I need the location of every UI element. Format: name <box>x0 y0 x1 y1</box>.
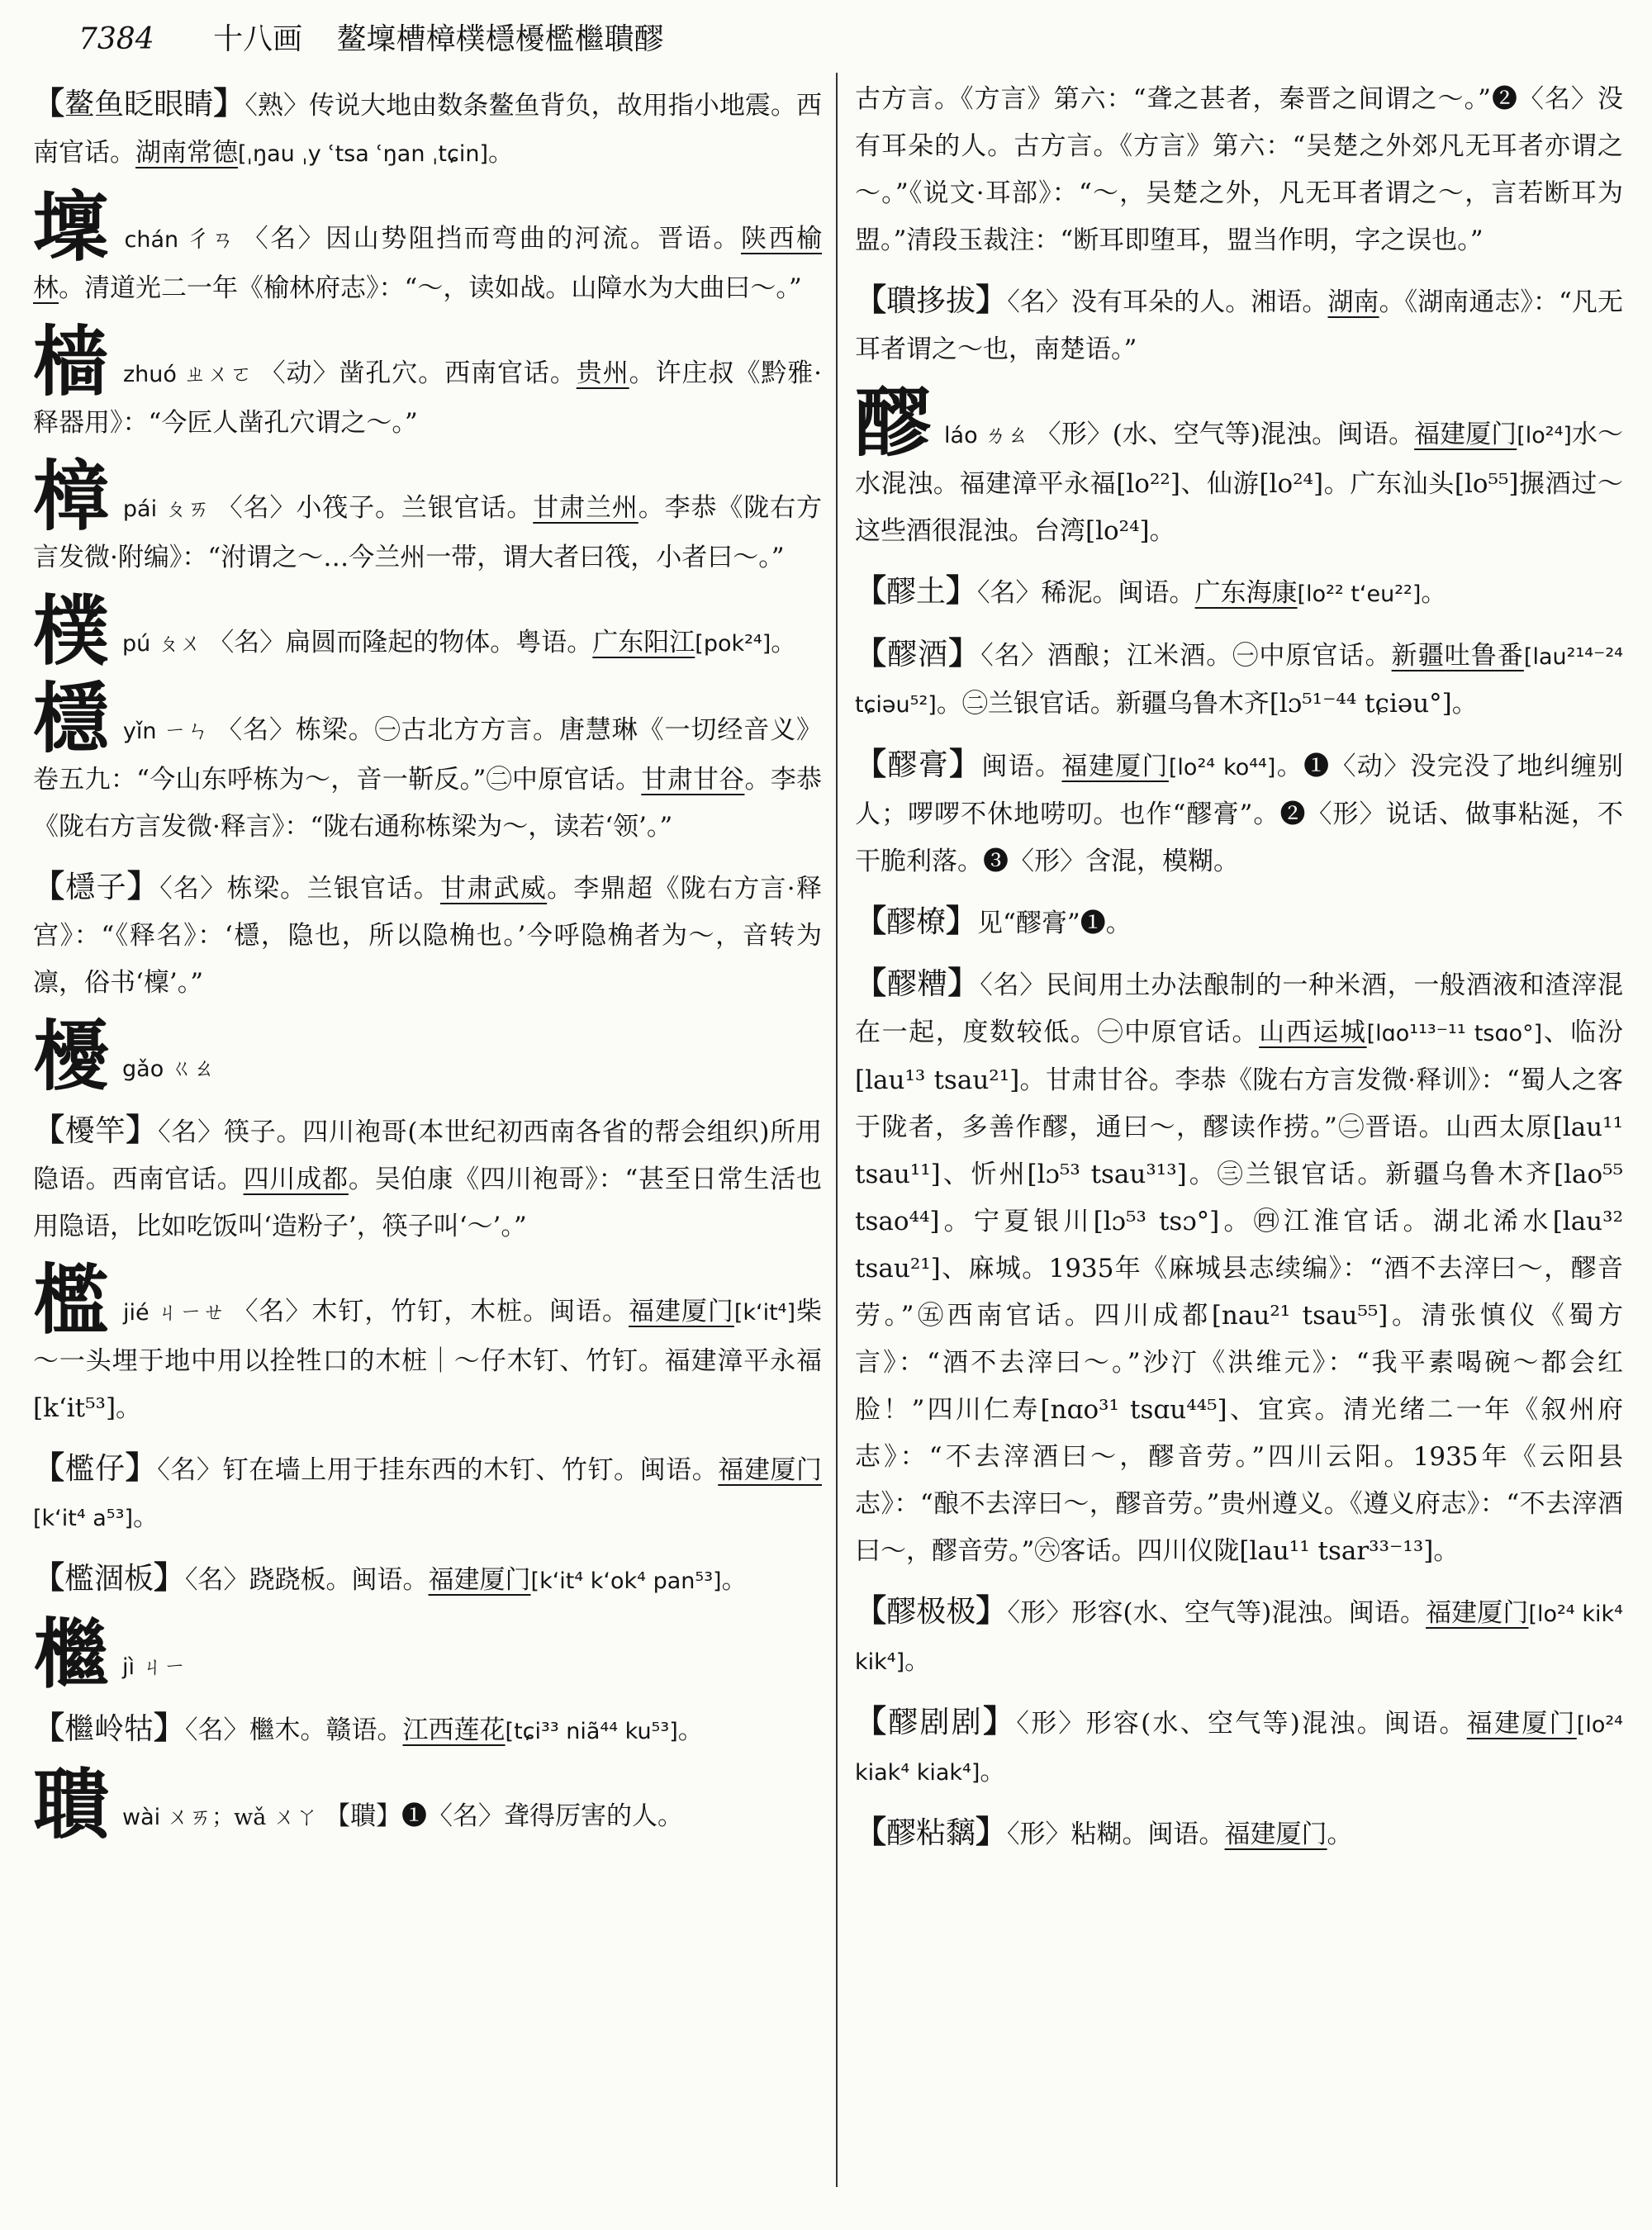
bracket-close: 】 <box>947 964 980 1001</box>
bracket-close: 】 <box>125 1449 158 1486</box>
zhuyin: ㄌㄠ <box>984 423 1029 448</box>
subentry <box>33 79 822 178</box>
bracket-close: 】 <box>154 1709 186 1746</box>
definition-text: 。 <box>771 628 797 657</box>
definition-text: 柴～一头埋于地中用以拴牲口的木桩｜～仔木钉、竹钉。福建漳平永福[k‘it⁵³]。 <box>33 1297 823 1423</box>
definition-text: 。 <box>1421 578 1447 608</box>
bracket-open: 【 <box>855 634 888 671</box>
definition-text: 〈名〉民间用土办法酿制的一种米酒，一般酒液和渣滓混在一起，度数较低。㊀中原官话。 <box>855 970 1623 1047</box>
location-name: 福建厦门 <box>628 1297 734 1326</box>
headword-character: 櫌 <box>33 1012 110 1101</box>
headword: 櫌竿 <box>64 1114 126 1148</box>
subentry <box>33 862 822 1007</box>
zhuyin: ㄐㄧㄝ <box>155 1300 226 1326</box>
pinyin: chán <box>124 227 179 253</box>
location-name: 福建厦门 <box>718 1455 822 1485</box>
pinyin: pái <box>122 496 158 522</box>
headword: 醪剧剧 <box>888 1706 984 1739</box>
definition-text: 〈名〉木钉，竹钉，木桩。闽语。 <box>232 1297 629 1326</box>
location-name: 福建厦门 <box>1414 420 1517 449</box>
char-entry <box>33 452 823 581</box>
definition-text: 〈熟〉传说大地由数条鳌鱼背负，故用指小地震。西南官话。 <box>33 91 822 168</box>
char-entry <box>33 586 822 676</box>
definition-text: 〈名〉跷跷板。闽语。 <box>185 1565 429 1595</box>
definition-text: 〈形〉形容(水、空气等)混浊。闽语。 <box>1016 1709 1467 1739</box>
headword: 檻涸板 <box>64 1562 154 1596</box>
location-name: 甘肃甘谷 <box>641 765 745 795</box>
bracket-close: 】 <box>126 1111 159 1148</box>
location-name: 新疆吐鲁番 <box>1391 641 1524 671</box>
definition-text: 。 <box>980 1757 1006 1786</box>
headword: 醪土 <box>886 575 947 609</box>
bracket-open: 【 <box>33 1111 65 1148</box>
definition-text: 。李恭《陇右方言发微·释言》：“陇右通称栋梁为～，读若‘领’。” <box>33 765 823 842</box>
bracket-close: 】 <box>983 1702 1017 1739</box>
definition-text: 。清道光二一年《榆林府志》：“～，读如战。山障水为大曲曰～。” <box>59 273 802 303</box>
location-name: 甘肃兰州 <box>533 493 638 523</box>
char-entry <box>33 674 823 851</box>
bracket-close: 】 <box>154 1559 186 1596</box>
bracket-open: 【 <box>855 572 887 609</box>
location-name: 贵州 <box>576 358 629 388</box>
right-column <box>855 76 1623 1870</box>
pinyin: gǎo <box>122 1056 164 1082</box>
phonetic: [lɑo¹¹³⁻¹¹ tsɑo°] <box>1366 1021 1543 1046</box>
definition-text: 水～水混浊。福建漳平永福[lo²²]、仙游[lo²⁴]。广东汕头[lo⁵⁵]搌酒过～这些酒很混浊。台湾[lo²⁴]。 <box>855 420 1624 546</box>
definition-text: 。 <box>904 1646 931 1676</box>
subentry <box>33 1444 822 1542</box>
location-name: 广东海康 <box>1194 578 1298 608</box>
location-name: 江西莲花 <box>402 1715 506 1745</box>
location-name: 山西运城 <box>1259 1018 1367 1047</box>
subentry <box>855 740 1623 885</box>
definition-text: 〈名〉小筏子。兰银官话。 <box>216 493 534 523</box>
definition-text: 。 <box>677 1715 704 1745</box>
definition-text: 。㊁兰银官话。新疆乌鲁木齐[lɔ⁵¹⁻⁴⁴ tɕiəu°]。 <box>936 689 1478 719</box>
location-name: 甘肃武威 <box>439 874 548 904</box>
phonetic: [lo²² t‘eu²²] <box>1297 581 1422 607</box>
headword-character: 聵 <box>33 1760 110 1849</box>
zhuyin: ㄆㄨ <box>157 631 202 657</box>
phonetic: [k‘it⁴] <box>733 1300 796 1326</box>
bracket-open: 【 <box>855 1813 887 1850</box>
location-name: 四川成都 <box>243 1165 349 1194</box>
definition-text: 〈形〉粘糊。闽语。 <box>1007 1820 1225 1849</box>
zhuyin: ㄧㄣ <box>163 719 211 744</box>
location-name: 湖南常德 <box>135 138 238 168</box>
phonetic: [lau²¹⁴⁻²⁴ tɕiəu⁵²] <box>855 644 1623 718</box>
subentry <box>855 1808 1623 1858</box>
definition-text: 〈名〉稀泥。闽语。 <box>977 578 1195 608</box>
pinyin: zhuó <box>122 362 177 387</box>
zhuyin: ㄍㄠ <box>170 1056 216 1082</box>
headword: 醪粘黐 <box>886 1816 976 1850</box>
location-name: 陕西榆林 <box>33 224 822 303</box>
location-name: 福建厦门 <box>1426 1598 1529 1628</box>
pinyin: jié <box>122 1300 150 1326</box>
char-entry <box>33 317 823 447</box>
definition-text: 。李恭《陇右方言发微·附编》：“泭谓之～…今兰州一带，谓大者曰筏，小者曰～。” <box>33 493 823 572</box>
phonetic: [k‘it⁴ k‘ok⁴ pan⁵³] <box>530 1568 722 1594</box>
bracket-open: 【 <box>33 1449 65 1486</box>
definition-text: 〈名〉没有耳朵的人。湘语。 <box>1007 287 1328 317</box>
headword: 醪橑 <box>886 905 947 939</box>
bracket-close: 】 <box>126 867 160 904</box>
bracket-open: 【 <box>855 1592 887 1629</box>
bracket-open: 【 <box>33 1559 65 1596</box>
char-entry <box>855 378 1624 555</box>
bracket-open: 【 <box>855 745 888 782</box>
phonetic: [lo²⁴ kiak⁴ kiak⁴] <box>855 1712 1623 1786</box>
pinyin: láo <box>944 423 978 448</box>
subentry <box>33 1704 822 1755</box>
bracket-open: 【 <box>855 281 887 318</box>
location-name: 福建厦门 <box>1466 1709 1577 1739</box>
char-entry <box>33 1255 823 1432</box>
headword-character: 樟 <box>33 452 110 541</box>
header-characters: 鳌壈槽樟樸檼櫌檻檵聵醪 <box>336 22 664 56</box>
zhuyin: ㄓㄨㄛ <box>183 362 254 387</box>
location-name: 福建厦门 <box>1224 1820 1327 1849</box>
pinyin: wài <box>122 1805 161 1830</box>
definition-text: 。李鼎超《陇右方言·释宫》：“《释名》：‘檼，隐也，所以隐桷也。’今呼隐桷者为～，音转为凛，俗书‘檁’。” <box>33 874 822 998</box>
pinyin: yǐn <box>122 719 157 744</box>
definition-text: 〈名〉筷子。四川袍哥(本世纪初西南各省的帮会组织)所用隐语。西南官话。 <box>33 1117 822 1194</box>
definition-text: 〈名〉扁圆而隆起的物体。粤语。 <box>208 628 593 657</box>
definition-text: 〈名〉酒酿；江米酒。㊀中原官话。 <box>980 641 1392 671</box>
definition-text: 。许庄叔《黔雅·释器用》：“今匠人凿孔穴谓之～。” <box>33 358 823 438</box>
bracket-close: 】 <box>976 1592 1008 1629</box>
phonetic: [lo²⁴ ko⁴⁴] <box>1168 755 1276 780</box>
definition-text: 。 <box>1327 1820 1353 1849</box>
bracket-open: 【 <box>33 867 66 904</box>
phonetic: [lo²⁴ kik⁴ kik⁴] <box>855 1601 1623 1675</box>
definition-text: 〈名〉因山势阻挡而弯曲的河流。晋语。 <box>242 224 741 254</box>
page-header <box>78 15 1607 64</box>
subentry <box>855 959 1623 1575</box>
bracket-open: 【 <box>855 902 887 939</box>
subentry <box>855 1587 1623 1686</box>
char-entry <box>33 1610 822 1699</box>
definition-text: 。 <box>488 138 515 168</box>
definition-text: 见“醪膏”❶。 <box>977 909 1132 938</box>
definition-text: 。吴伯康《四川袍哥》：“甚至日常生活也用隐语，比如吃饭叫‘造粉子’，筷子叫‘～’。” <box>33 1165 823 1241</box>
definition-text: 〈形〉形容(水、空气等)混浊。闽语。 <box>1007 1598 1427 1628</box>
headword-character: 檵 <box>33 1610 110 1699</box>
definition-text: 〈名〉檵木。赣语。 <box>185 1715 403 1745</box>
stroke-section: 十八画 <box>213 22 303 56</box>
bracket-open: 【 <box>33 1709 65 1746</box>
bracket-close: 】 <box>948 634 981 671</box>
zhuyin: ㄨㄞ；wǎ ㄨㄚ <box>167 1805 318 1830</box>
location-name: 广东阳江 <box>592 628 695 657</box>
headword: 聵拸拔 <box>886 284 976 318</box>
subentry <box>855 76 1623 264</box>
location-name: 福建厦门 <box>428 1565 531 1595</box>
bracket-close: 】 <box>976 281 1008 318</box>
definition-text: 〈动〉凿孔穴。西南官话。 <box>259 358 577 388</box>
phonetic: [k‘it⁴ a⁵³] <box>33 1506 133 1531</box>
definition-text: 、临汾[lau¹³ tsau²¹]。甘肃甘谷。李恭《陇右方言发微·释训》：“蜀人之客于陇者，多善作醪，通曰～，醪读作捞。”㊁晋语。山西太原[lau¹¹ tsau¹¹]、忻州[lɔ⁵³ tsau³¹³]。㊂兰银官话。新疆乌鲁木齐[lao⁵⁵ tsao⁴⁴]。宁夏银川[lɔ⁵³ tsɔ°]。㊃江淮官话。湖北浠水[lau³² tsau²¹]、麻城。1935年《麻城县志续编》：“酒不去滓曰～，醪音劳。”㊄西南官话。四川成都[nau²¹ tsau⁵⁵]。清张慎仪《蜀方言》：“酒不去滓曰～。”沙汀《洪维元》：“我平素喝碗～都会红脸！”四川仁寿[nɑo³¹ tsɑu⁴⁴⁵]、宜宾。清光绪二一年《叙州府志》：“不去滓酒曰～，醪音劳。”四川云阳。1935年《云阳县志》：“酿不去滓曰～，醪音劳。”贵州遵义。《遵义府志》：“不去滓酒曰～，醪音劳。”㊅客话。四川仪陇[lau¹¹ tsar³³⁻¹³]。 <box>855 1018 1624 1566</box>
phonetic: [pok²⁴] <box>695 631 771 657</box>
phonetic: [tɕi³³ niã⁴⁴ ku⁵³] <box>505 1719 678 1744</box>
headword: 醪极极 <box>886 1595 976 1629</box>
definition-text: 。 <box>132 1502 159 1532</box>
column-divider <box>836 73 838 2187</box>
subentry <box>855 897 1623 947</box>
bracket-close: 】 <box>946 902 978 939</box>
bracket-close: 】 <box>213 84 245 121</box>
phonetic: [lo²⁴] <box>1517 423 1572 448</box>
headword-character: 檼 <box>33 674 110 763</box>
headword-character: 壈 <box>33 183 112 272</box>
headword-character: 樸 <box>33 586 110 676</box>
subentry <box>33 1554 822 1605</box>
char-entry <box>33 1012 822 1101</box>
headword-character: 檻 <box>33 1255 110 1345</box>
definition-text: 。《湖南通志》：“凡无耳者谓之～也，南楚语。” <box>855 287 1623 364</box>
headword-character: 樯 <box>33 317 110 406</box>
subentry <box>855 629 1623 728</box>
headword: 鳌鱼眨眼睛 <box>64 88 214 121</box>
bracket-close: 】 <box>976 1813 1008 1850</box>
char-entry <box>33 183 822 312</box>
bracket-close: 】 <box>946 572 978 609</box>
bracket-open: 【 <box>855 964 887 1001</box>
headword: 醪膏 <box>887 748 950 782</box>
bracket-open: 【 <box>855 1702 889 1739</box>
definition-text: 〈形〉(水、空气等)混浊。闽语。 <box>1035 420 1415 449</box>
headword: 檻仔 <box>64 1452 126 1486</box>
subentry <box>855 567 1623 618</box>
definition-text: 〈名〉钉在墙上用于挂东西的木钉、竹钉。闽语。 <box>157 1455 719 1485</box>
headword: 檼子 <box>65 871 127 904</box>
definition-text: 〈名〉栋梁。㊀古北方方言。唐慧琳《一切经音义》卷五九：“今山东呼栋为～，音一靳反。”㊁中原官话。 <box>33 715 822 795</box>
subentry <box>855 276 1623 373</box>
bracket-open: 【 <box>33 84 65 121</box>
subentry <box>855 1697 1623 1796</box>
definition-text: 。❶〈动〉没完没了地纠缠别人；啰啰不休地唠叨。也作“醪膏”。❷〈形〉说话、做事粘涎，不干脆利落。❸〈形〉含混，模糊。 <box>855 752 1623 876</box>
page-number: 7384 <box>78 22 154 56</box>
headword-character: 醪 <box>855 378 932 467</box>
zhuyin: 彳ㄢ <box>185 227 236 253</box>
pinyin: pú <box>122 631 151 657</box>
location-name: 湖南 <box>1327 287 1379 317</box>
headword: 醪糟 <box>886 967 948 1001</box>
left-column <box>33 76 822 1854</box>
subentry <box>33 1106 822 1250</box>
zhuyin: ㄐㄧ <box>141 1654 187 1680</box>
definition-text: 闽语。 <box>981 752 1062 781</box>
bracket-close: 】 <box>949 745 982 782</box>
headword: 醪酒 <box>887 638 949 671</box>
char-entry <box>33 1760 822 1849</box>
zhuyin: ㄆㄞ <box>164 496 211 522</box>
phonetic: [ˌŋau ˌy ʿtsa ʿŋan ˌtɕin] <box>238 141 489 167</box>
pinyin: jì <box>122 1654 135 1680</box>
definition-text: 〈名〉栋梁。兰银官话。 <box>159 874 440 904</box>
definition-text: 古方言。《方言》第六：“聋之甚者，秦晋之间谓之～。”❷〈名〉没有耳朵的人。古方言。《方言》第六：“吴楚之外郊凡无耳者亦谓之～。”《说文·耳部》：“～，吴楚之外，凡无耳者谓之～，言若断耳为盟。”清段玉裁注：“断耳即堕耳，盟当作明，字之误也。” <box>855 84 1623 255</box>
definition-text: 【聵】❶〈名〉聋得厉害的人。 <box>324 1801 683 1831</box>
headword: 檵岭牯 <box>64 1712 154 1746</box>
definition-text: 。 <box>721 1565 748 1595</box>
location-name: 福建厦门 <box>1061 752 1169 781</box>
